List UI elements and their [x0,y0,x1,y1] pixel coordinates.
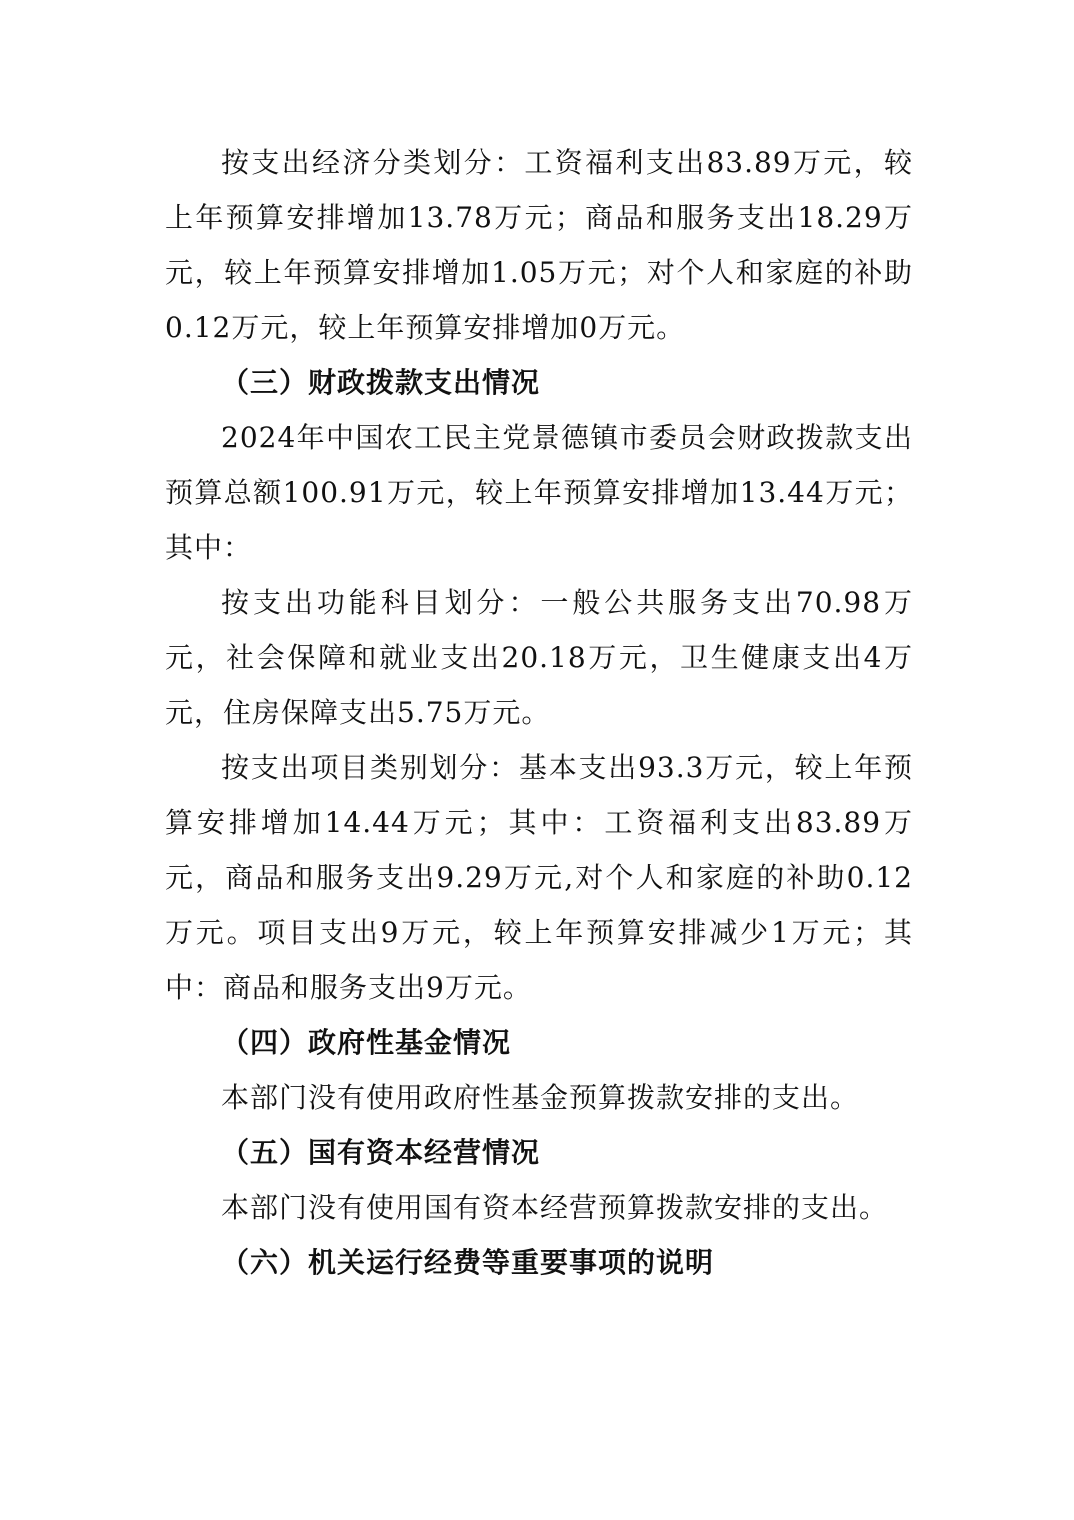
heading-government-fund: （四）政府性基金情况 [221,1026,512,1059]
paragraph-economic-classification: 按支出经济分类划分：工资福利支出83.89万元，较上年预算安排增加13.78万元；商品和服务支出18.29万元，较上年预算安排增加1.05万元；对个人和家庭的补助0.12万元，较上年预算安排增加0万元。 [165,146,913,344]
paragraph-state-capital: 本部门没有使用国有资本经营预算拨款安排的支出。 [221,1191,889,1224]
heading-fiscal-appropriation-expenditure: （三）财政拨款支出情况 [221,366,541,399]
paragraph-functional-classification: 按支出功能科目划分：一般公共服务支出70.98万元，社会保障和就业支出20.18万元，卫生健康支出4万元，住房保障支出5.75万元。 [165,586,913,729]
heading-state-capital: （五）国有资本经营情况 [221,1136,541,1169]
paragraph-government-fund: 本部门没有使用政府性基金预算拨款安排的支出。 [221,1081,860,1114]
paragraph-project-category: 按支出项目类别划分：基本支出93.3万元，较上年预算安排增加14.44万元；其中：工资福利支出83.89万元，商品和服务支出9.29万元,对个人和家庭的补助0.12万元。项目支出9万元，较上年预算安排减少1万元；其中：商品和服务支出9万元。 [165,751,913,1004]
heading-operating-expenses: （六）机关运行经费等重要事项的说明 [221,1246,715,1279]
document-page [165,135,913,1290]
paragraph-fiscal-total: 2024年中国农工民主党景德镇市委员会财政拨款支出预算总额100.91万元，较上年预算安排增加13.44万元；其中： [165,421,913,564]
